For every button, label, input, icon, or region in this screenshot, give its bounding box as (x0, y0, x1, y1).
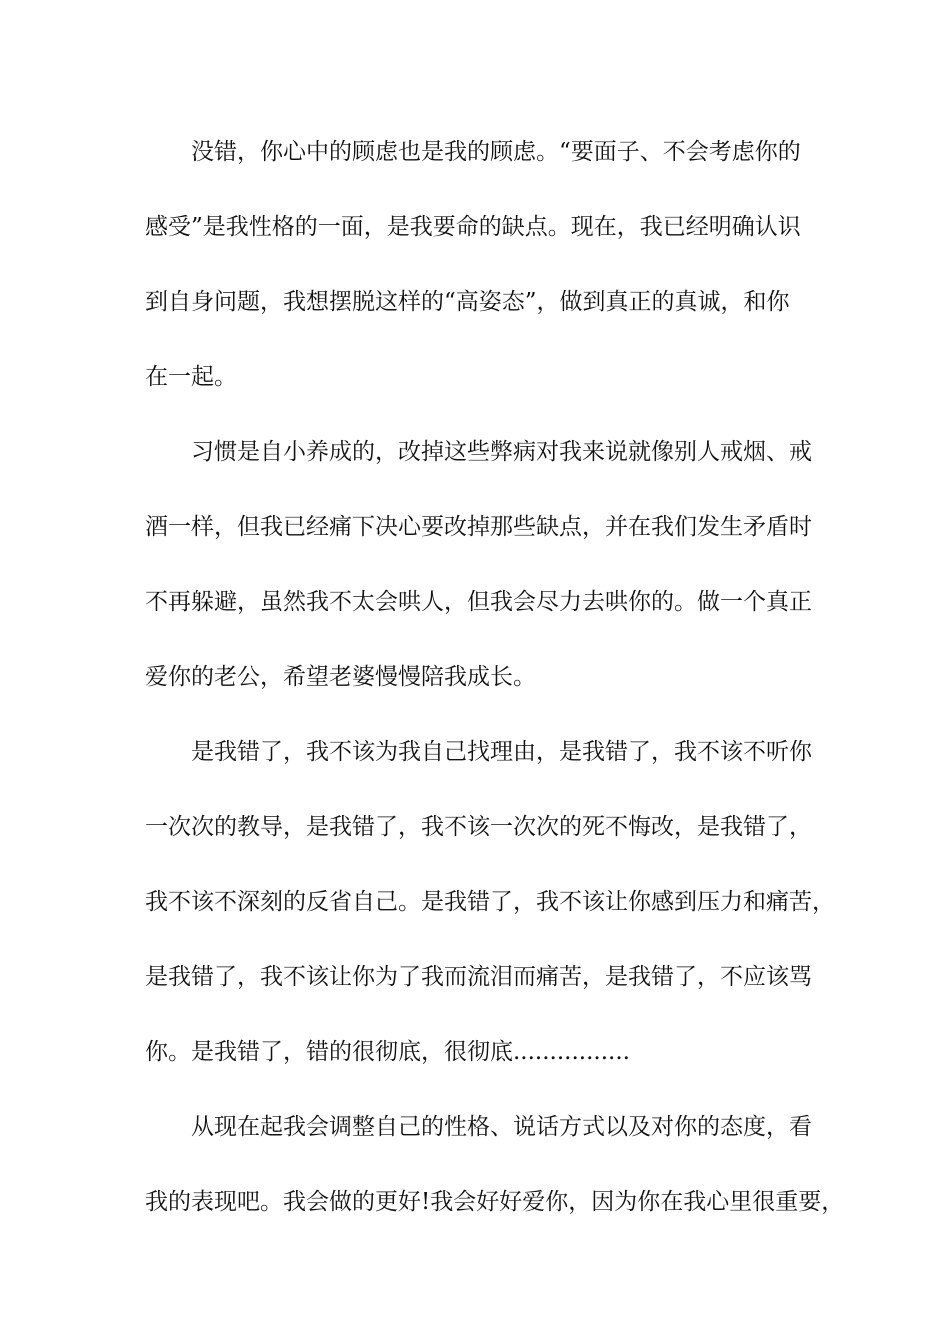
paragraph-1-line-4: 在一起。 (145, 364, 237, 390)
paragraph-1-line-1: 没错，你心中的顾虑也是我的顾虑。“要面子、不会考虑你的 (191, 139, 801, 165)
paragraph-3-line-5: 你。是我错了，错的很彻底，很彻底................ (145, 1039, 630, 1065)
paragraph-3-line-2: 一次次的教导，是我错了，我不该一次次的死不悔改，是我错了， (145, 814, 812, 840)
document-body (145, 132, 845, 1257)
paragraph-2-line-1: 习惯是自小养成的，改掉这些弊病对我来说就像别人戒烟、戒 (191, 439, 812, 465)
paragraph-4-line-2: 我的表现吧。我会做的更好!我会好好爱你，因为你在我心里很重要， (145, 1189, 845, 1215)
paragraph-3-line-3: 我不该不深刻的反省自己。是我错了，我不该让你感到压力和痛苦， (145, 889, 835, 915)
paragraph-4-line-1: 从现在起我会调整自己的性格、说话方式以及对你的态度，看 (191, 1114, 812, 1140)
paragraph-2-line-4: 爱你的老公，希望老婆慢慢陪我成长。 (145, 664, 536, 690)
paragraph-1-line-2: 感受”是我性格的一面，是我要命的缺点。现在，我已经明确认识 (145, 214, 801, 240)
paragraph-3-line-1: 是我错了，我不该为我自己找理由，是我错了，我不该不听你 (191, 739, 812, 765)
paragraph-1-line-3: 到自身问题，我想摆脱这样的“高姿态”，做到真正的真诚，和你 (145, 289, 790, 315)
paragraph-2-line-3: 不再躲避，虽然我不太会哄人，但我会尽力去哄你的。做一个真正 (145, 589, 812, 615)
paragraph-2-line-2: 酒一样，但我已经痛下决心要改掉那些缺点，并在我们发生矛盾时 (145, 514, 812, 540)
paragraph-3-line-4: 是我错了，我不该让你为了我而流泪而痛苦，是我错了，不应该骂 (145, 964, 812, 990)
